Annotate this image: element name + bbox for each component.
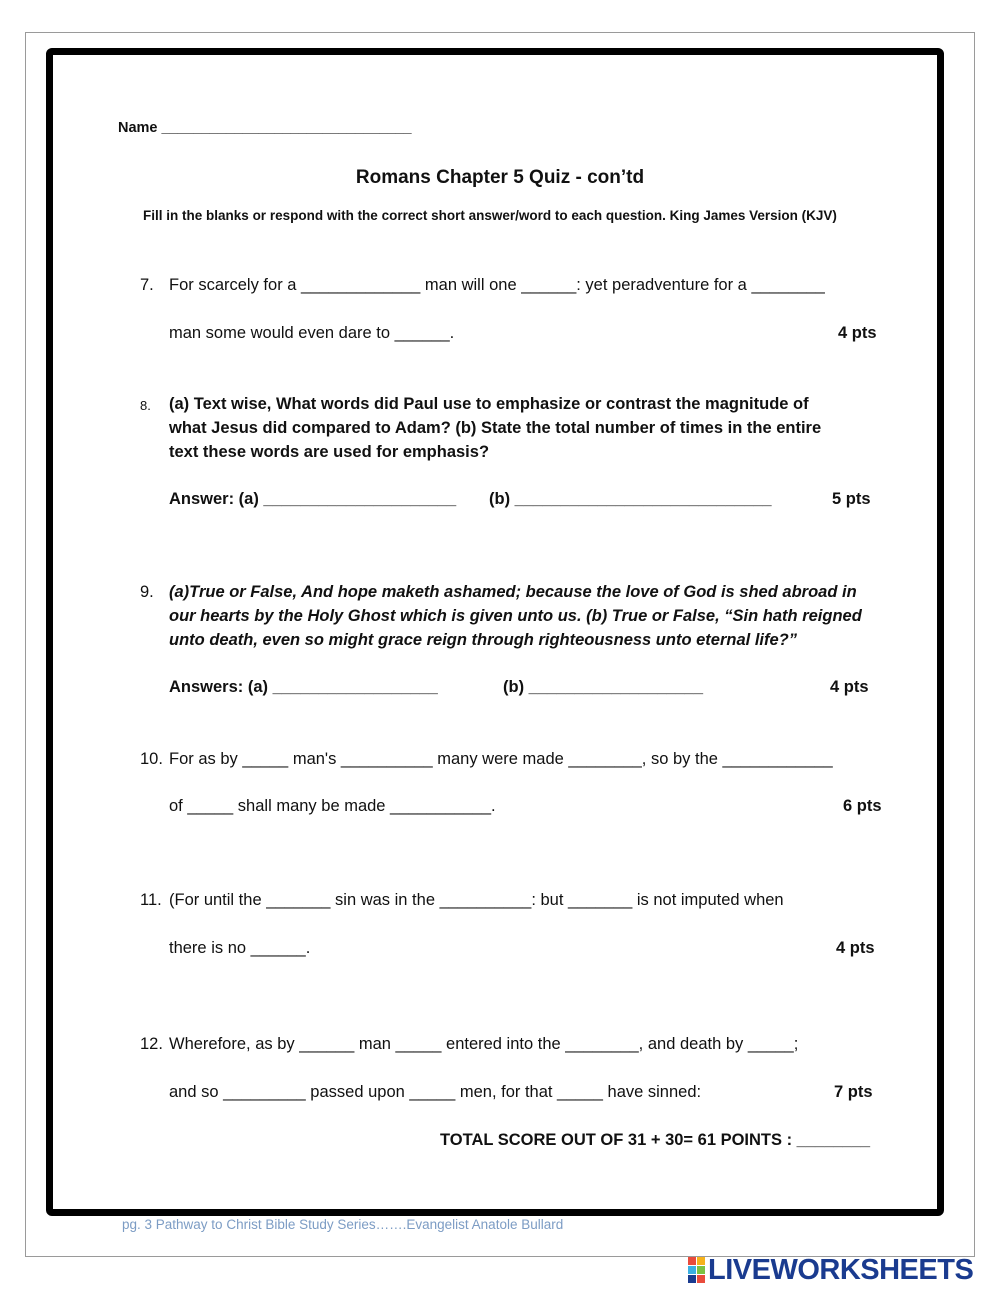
question-9-number: 9. (140, 583, 154, 601)
question-10-line-1: For as by _____ man's __________ many were made ________, so by the ____________ (169, 750, 833, 768)
question-12-number: 12. (140, 1035, 163, 1053)
question-9-answer-a[interactable]: Answers: (a) __________________ (169, 678, 438, 696)
question-8-points: 5 pts (832, 490, 871, 508)
question-11-line-1: (For until the _______ sin was in the __________: but _______ is not imputed when (169, 891, 784, 909)
question-8-line-3: text these words are used for emphasis? (169, 443, 490, 461)
question-7-number: 7. (140, 276, 154, 294)
page-footer: pg. 3 Pathway to Christ Bible Study Series…….Evangelist Anatole Bullard (122, 1217, 564, 1232)
question-9-line-3: unto death, even so might grace reign through righteousness unto eternal life?” (169, 631, 797, 649)
question-8-line-2: what Jesus did compared to Adam? (b) State the total number of times in the entire (169, 419, 822, 437)
question-9-line-2: our hearts by the Holy Ghost which is given unto us. (b) True or False, “Sin hath reigned (169, 607, 862, 625)
question-8-answer-b[interactable]: (b) ____________________________ (489, 490, 772, 508)
question-7-line-2: man some would even dare to ______. (169, 324, 455, 342)
question-10-number: 10. (140, 750, 163, 768)
question-9-points: 4 pts (830, 678, 869, 696)
question-12-points: 7 pts (834, 1083, 873, 1101)
instructions: Fill in the blanks or respond with the correct short answer/word to each question. King James Version (KJV) (143, 208, 837, 223)
question-7-line-1: For scarcely for a _____________ man will one ______: yet peradventure for a ________ (169, 276, 825, 294)
question-8-line-1: (a) Text wise, What words did Paul use to emphasize or contrast the magnitude of (169, 395, 809, 413)
question-10-points: 6 pts (843, 797, 882, 815)
question-11-number: 11. (140, 891, 162, 909)
liveworksheets-logo[interactable] (688, 1255, 973, 1285)
question-8-answer-a[interactable]: Answer: (a) _____________________ (169, 490, 457, 508)
name-field-label: Name _______________________________ (118, 120, 412, 136)
total-score: TOTAL SCORE OUT OF 31 + 30= 61 POINTS : ________ (440, 1131, 871, 1149)
question-12-line-1: Wherefore, as by ______ man _____ entered into the ________, and death by _____; (169, 1035, 799, 1053)
question-11-points: 4 pts (836, 939, 875, 957)
liveworksheets-logo-text: LIVEWORKSHEETS (708, 1253, 974, 1286)
page-title: Romans Chapter 5 Quiz - con’td (355, 167, 645, 188)
question-10-line-2: of _____ shall many be made ___________. (169, 797, 496, 815)
question-9-line-1: (a)True or False, And hope maketh ashamed; because the love of God is shed abroad in (169, 583, 857, 601)
liveworksheets-logo-icon (688, 1257, 705, 1283)
question-12-line-2: and so _________ passed upon _____ men, for that _____ have sinned: (169, 1083, 702, 1101)
question-11-line-2: there is no ______. (169, 939, 311, 957)
question-7-points: 4 pts (838, 324, 877, 342)
question-8-number: 8. (140, 398, 151, 413)
question-9-answer-b[interactable]: (b) ___________________ (503, 678, 704, 696)
